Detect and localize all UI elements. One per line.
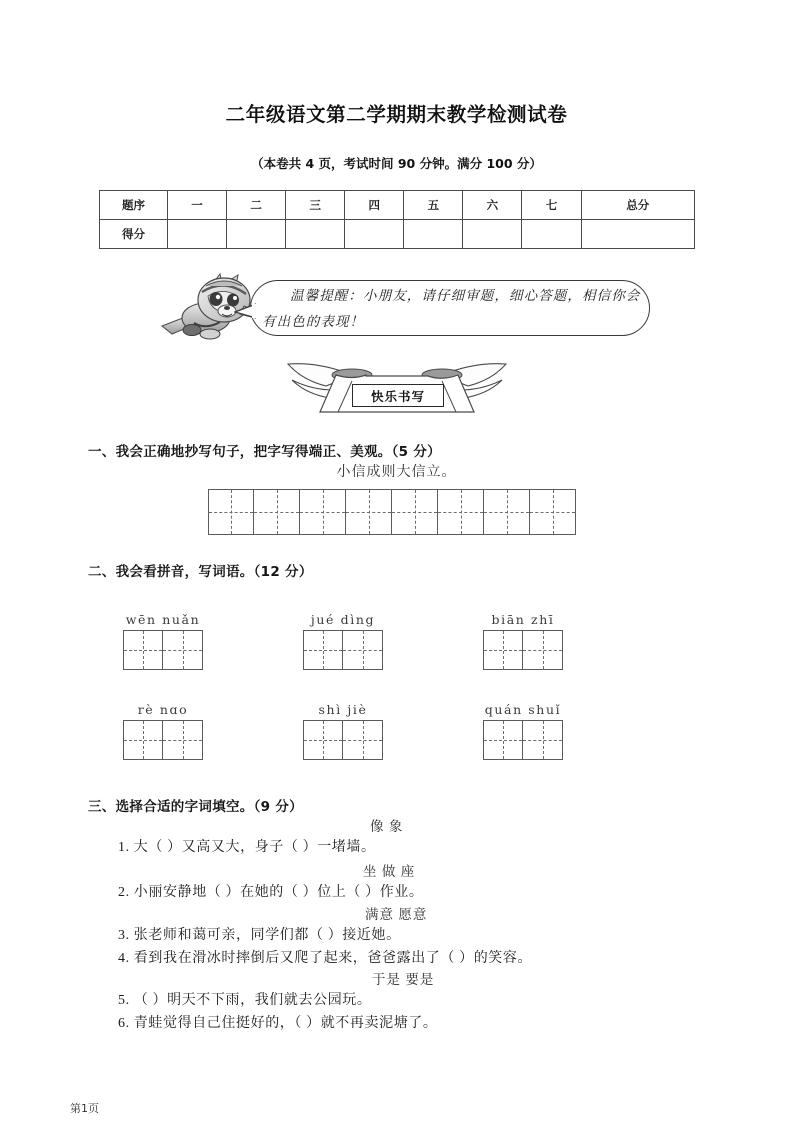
choice-options-1: 像 象 [370,819,404,834]
pinyin-answer-grid[interactable] [303,630,383,670]
pinyin-label: quán shuǐ [484,702,562,717]
page-footer: 第1页 [70,1102,99,1115]
col-header-5: 五 [404,191,463,220]
pinyin-word-4 [123,702,203,760]
section-1-sentence: 小信成则大信立。 [336,465,457,480]
section-1-heading: 一、我会正确地抄写句子，把字写得端正、美观。（5 分） [88,444,441,460]
grid-cell[interactable] [343,720,383,760]
bubble-tail-icon [234,302,256,320]
col-header-1: 一 [168,191,227,220]
score-cell-2[interactable] [227,220,286,249]
grid-cell[interactable] [300,489,346,535]
score-cell-7[interactable] [522,220,581,249]
question-2[interactable]: 2. 小丽安静地（ ）在她的（ ）位上（ ）作业。 [118,885,424,900]
score-table [99,190,695,249]
grid-cell[interactable] [484,489,530,535]
pinyin-word-6 [483,702,563,760]
pinyin-word-3 [483,612,563,670]
grid-cell[interactable] [208,489,254,535]
pinyin-label: jué dìng [310,612,376,627]
score-cell-6[interactable] [463,220,522,249]
grid-cell[interactable] [483,720,523,760]
grid-cell[interactable] [123,630,163,670]
pinyin-label: wēn nuǎn [125,612,201,627]
pinyin-answer-grid[interactable] [123,720,203,760]
pinyin-label: biān zhī [491,612,555,627]
pinyin-word-2 [303,612,383,670]
grid-cell[interactable] [254,489,300,535]
pinyin-word-5 [303,702,383,760]
copy-writing-grid[interactable] [208,489,576,535]
pinyin-label: shì jiè [318,702,368,717]
section-3-heading: 三、选择合适的字词填空。（9 分） [88,799,303,815]
question-5[interactable]: 5. （ ）明天不下雨，我们就去公园玩。 [118,993,372,1008]
page-title: 二年级语文第二学期期末教学检测试卷 [225,103,568,126]
pinyin-answer-grid[interactable] [123,630,203,670]
pinyin-answer-grid[interactable] [483,630,563,670]
grid-cell[interactable] [438,489,484,535]
col-header-2: 二 [227,191,286,220]
col-header-3: 三 [286,191,345,220]
pinyin-answer-grid[interactable] [303,720,383,760]
grid-cell[interactable] [523,720,563,760]
grid-cell[interactable] [392,489,438,535]
question-6[interactable]: 6. 青蛙觉得自己住挺好的，（ ）就不再卖泥塘了。 [118,1016,438,1031]
row-label-score: 得分 [100,220,168,249]
score-cell-5[interactable] [404,220,463,249]
pinyin-word-1 [123,612,203,670]
pinyin-answer-grid[interactable] [483,720,563,760]
grid-cell[interactable] [303,720,343,760]
grid-cell[interactable] [123,720,163,760]
grid-cell[interactable] [163,720,203,760]
score-cell-1[interactable] [168,220,227,249]
grid-cell[interactable] [523,630,563,670]
choice-options-4: 于是 要是 [372,972,435,987]
row-label-question-order: 题序 [100,191,168,220]
choice-options-3: 满意 愿意 [365,907,428,922]
grid-cell[interactable] [343,630,383,670]
question-1[interactable]: 1. 大（ ）又高又大，身子（ ）一堵墙。 [118,840,376,855]
col-header-7: 七 [522,191,581,220]
reminder-text: 温馨提醒：小朋友，请仔细审题，细心答题，相信你会有出色的表现！ [262,288,641,329]
col-header-4: 四 [345,191,404,220]
col-header-total: 总分 [581,191,694,220]
question-3[interactable]: 3. 张老师和蔼可亲，同学们都（ ）接近她。 [118,928,401,943]
table-row-scores [100,220,695,249]
grid-cell[interactable] [530,489,576,535]
section-2-heading: 二、我会看拼音，写词语。（12 分） [88,564,313,580]
pinyin-label: rè nɑo [137,702,189,717]
score-cell-total[interactable] [581,220,694,249]
page-subtitle: （本卷共 4 页，考试时间 90 分钟。满分 100 分） [251,156,542,171]
grid-cell[interactable] [163,630,203,670]
score-cell-3[interactable] [286,220,345,249]
choice-options-2: 坐 做 座 [363,864,416,879]
grid-cell[interactable] [346,489,392,535]
table-row-question-numbers [100,191,695,220]
col-header-6: 六 [463,191,522,220]
grid-cell[interactable] [483,630,523,670]
question-4[interactable]: 4. 看到我在滑冰时摔倒后又爬了起来，爸爸露出了（ ）的笑容。 [118,951,533,966]
grid-cell[interactable] [303,630,343,670]
score-cell-4[interactable] [345,220,404,249]
banner-label: 快乐书写 [352,384,444,407]
